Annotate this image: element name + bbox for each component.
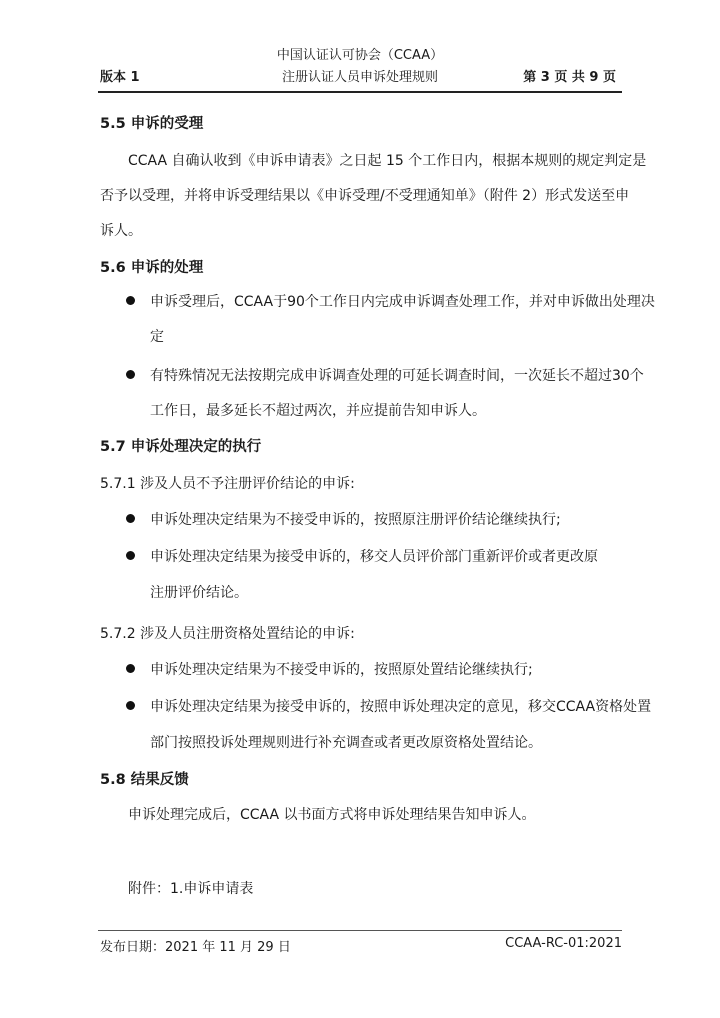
header-version: 版本 1 [100,70,140,85]
section-5-6-heading: 5.6 申诉的处理 [100,260,204,276]
section-5-5-heading: 5.5 申诉的受理 [100,116,204,132]
s57-sub1-bullet2-line2: 注册评价结论。 [150,585,248,601]
bullet-dot [126,701,135,710]
footer-divider [98,930,622,931]
bullet-dot [126,664,135,673]
s57-sub1-bullet1: 申诉处理决定结果为不接受申诉的，按照原注册评价结论继续执行; [150,512,561,528]
bullet-dot [126,296,135,305]
s57-subsection-1: 5.7.1 涉及人员不予注册评价结论的申诉: [100,476,355,492]
s57-sub1-bullet2-line1: 申诉处理决定结果为接受申诉的，移交人员评价部门重新评价或者更改原 [150,549,598,565]
section-5-7-heading: 5.7 申诉处理决定的执行 [100,439,262,455]
section-5-8-heading: 5.8 结果反馈 [100,772,189,788]
header-org: 中国认证认可协会（CCAA） [276,48,444,63]
s57-sub2-bullet2-line1: 申诉处理决定结果为接受申诉的，按照申诉处理决定的意见，移交CCAA资格处置 [150,699,652,715]
attachment-note: 附件：1.申诉申请表 [128,881,254,897]
s57-sub2-bullet2-line2: 部门按照投诉处理规则进行补充调查或者更改原资格处置结论。 [150,735,542,751]
s55-paragraph-line1: CCAA 自确认收到《申诉申请表》之日起 15 个工作日内，根据本规则的规定判定是 [128,153,647,169]
s57-subsection-2: 5.7.2 涉及人员注册资格处置结论的申诉: [100,626,355,642]
s56-bullet1-line1: 申诉受理后，CCAA于90个工作日内完成申诉调查处理工作，并对申诉做出处理决 [150,294,655,310]
header-title: 注册认证人员申诉处理规则 [281,70,438,85]
header-page-number: 第 3 页 共 9 页 [523,70,616,85]
header-divider [98,91,622,93]
bullet-dot [126,514,135,523]
s55-paragraph-line2: 否予以受理，并将申诉受理结果以《申诉受理/不受理通知单》（附件 2）形式发送至申 [100,188,630,204]
s56-bullet1-line2: 定 [150,329,164,345]
s56-bullet2-line2: 工作日，最多延长不超过两次，并应提前告知申诉人。 [150,403,486,419]
footer-publish-date: 发布日期：2021 年 11 月 29 日 [100,940,291,955]
s58-paragraph-line1: 申诉处理完成后，CCAA 以书面方式将申诉处理结果告知申诉人。 [128,807,536,823]
s57-sub2-bullet1: 申诉处理决定结果为不接受申诉的，按照原处置结论继续执行; [150,662,533,678]
bullet-dot [126,370,135,379]
s55-paragraph-line3: 诉人。 [100,223,142,239]
bullet-dot [126,551,135,560]
footer-document-code: CCAA-RC-01:2021 [505,936,622,951]
s56-bullet2-line1: 有特殊情况无法按期完成申诉调查处理的可延长调查时间，一次延长不超过30个 [150,368,644,384]
